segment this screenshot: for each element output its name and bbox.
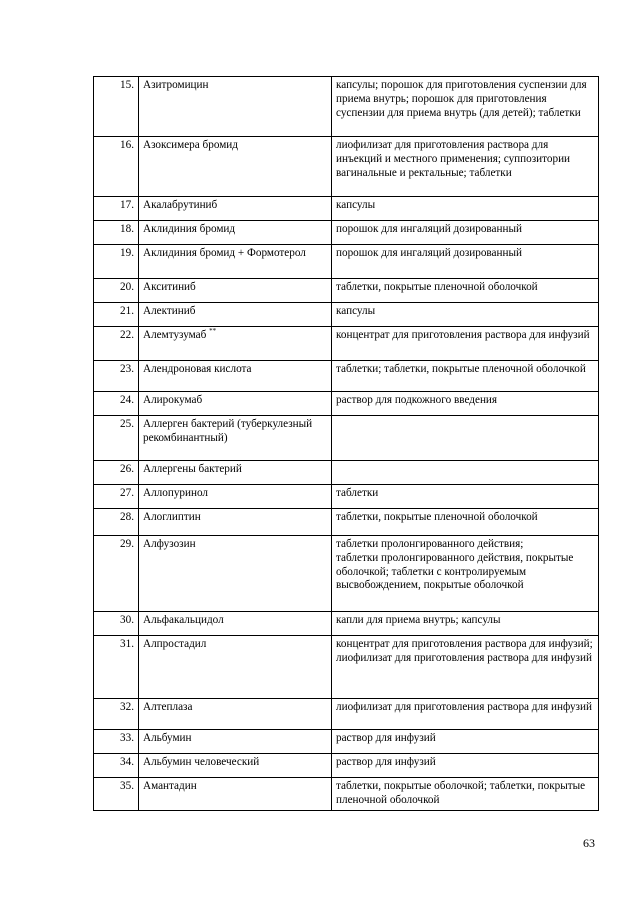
row-number: 31. — [94, 636, 139, 699]
dosage-form: порошок для ингаляций дозированный — [332, 245, 599, 279]
drug-name: Алтеплаза — [139, 699, 332, 730]
row-number: 30. — [94, 612, 139, 636]
table-row — [94, 279, 599, 303]
drug-table — [93, 76, 599, 811]
dosage-form: капсулы; порошок для приготовления суспензии для приема внутрь; порошок для приготовления суспензии для приема внутрь (для детей); таблетки — [332, 77, 599, 137]
row-number: 26. — [94, 461, 139, 485]
dosage-form: таблетки, покрытые пленочной оболочкой — [332, 279, 599, 303]
table-row — [94, 536, 599, 612]
drug-name: Азоксимера бромид — [139, 137, 332, 197]
dosage-form: таблетки; таблетки, покрытые пленочной оболочкой — [332, 361, 599, 392]
table-row — [94, 461, 599, 485]
drug-name: Аллерген бактерий (туберкулезный рекомбинантный) — [139, 416, 332, 461]
table-row — [94, 754, 599, 778]
row-number: 18. — [94, 221, 139, 245]
row-number: 17. — [94, 197, 139, 221]
table-row — [94, 509, 599, 536]
table-row — [94, 485, 599, 509]
row-number: 16. — [94, 137, 139, 197]
dosage-form: лиофилизат для приготовления раствора для инъекций и местного применения; суппозитории вагинальные и ректальные; таблетки — [332, 137, 599, 197]
dosage-form: лиофилизат для приготовления раствора для инфузий — [332, 699, 599, 730]
table-row — [94, 197, 599, 221]
drug-name: Альбумин — [139, 730, 332, 754]
table-row — [94, 392, 599, 416]
dosage-form: порошок для ингаляций дозированный — [332, 221, 599, 245]
row-number: 28. — [94, 509, 139, 536]
row-number: 33. — [94, 730, 139, 754]
drug-name: Алоглиптин — [139, 509, 332, 536]
dosage-form: раствор для инфузий — [332, 754, 599, 778]
dosage-form: капсулы — [332, 303, 599, 327]
dosage-form: раствор для подкожного введения — [332, 392, 599, 416]
row-number: 20. — [94, 279, 139, 303]
table-row — [94, 778, 599, 811]
drug-name: Амантадин — [139, 778, 332, 811]
table-row — [94, 636, 599, 699]
dosage-form: раствор для инфузий — [332, 730, 599, 754]
dosage-form — [332, 416, 599, 461]
dosage-form: капсулы — [332, 197, 599, 221]
drug-name: Аллергены бактерий — [139, 461, 332, 485]
row-number: 25. — [94, 416, 139, 461]
dosage-form: концентрат для приготовления раствора для инфузий — [332, 327, 599, 361]
drug-name: Алирокумаб — [139, 392, 332, 416]
row-number: 19. — [94, 245, 139, 279]
page-number: 63 — [583, 836, 595, 850]
drug-name: Аклидиния бромид + Формотерол — [139, 245, 332, 279]
drug-name: Акалабрутиниб — [139, 197, 332, 221]
row-number: 21. — [94, 303, 139, 327]
drug-name: Акситиниб — [139, 279, 332, 303]
drug-name: Альбумин человеческий — [139, 754, 332, 778]
drug-name: Аллопуринол — [139, 485, 332, 509]
table-row — [94, 327, 599, 361]
dosage-form: таблетки пролонгированного действия; таблетки пролонгированного действия, покрытые оболочкой; таблетки с контролируемым высвобождением, покрытые оболочкой — [332, 536, 599, 612]
row-number: 32. — [94, 699, 139, 730]
row-number: 34. — [94, 754, 139, 778]
table-row — [94, 303, 599, 327]
dosage-form: таблетки — [332, 485, 599, 509]
drug-name: Алектиниб — [139, 303, 332, 327]
row-number: 35. — [94, 778, 139, 811]
dosage-form: концентрат для приготовления раствора для инфузий; лиофилизат для приготовления раствора для инфузий — [332, 636, 599, 699]
table-row — [94, 699, 599, 730]
drug-name: Альфакальцидол — [139, 612, 332, 636]
row-number: 23. — [94, 361, 139, 392]
drug-name: Алпростадил — [139, 636, 332, 699]
dosage-form: таблетки, покрытые оболочкой; таблетки, покрытые пленочной оболочкой — [332, 778, 599, 811]
table-row — [94, 245, 599, 279]
dosage-form: таблетки, покрытые пленочной оболочкой — [332, 509, 599, 536]
table-row — [94, 416, 599, 461]
table-row — [94, 137, 599, 197]
table-row — [94, 361, 599, 392]
table-row — [94, 221, 599, 245]
table-row — [94, 730, 599, 754]
drug-name: Алендроновая кислота — [139, 361, 332, 392]
row-number: 27. — [94, 485, 139, 509]
drug-name-cell — [139, 327, 332, 361]
dosage-form — [332, 461, 599, 485]
row-number: 24. — [94, 392, 139, 416]
drug-name: Аклидиния бромид — [139, 221, 332, 245]
drug-name: Азитромицин — [139, 77, 332, 137]
dosage-form: капли для приема внутрь; капсулы — [332, 612, 599, 636]
table-row — [94, 77, 599, 137]
row-number: 22. — [94, 327, 139, 361]
row-number: 15. — [94, 77, 139, 137]
drug-name: Алфузозин — [139, 536, 332, 612]
drug-name: Алемтузумаб — [143, 329, 207, 341]
row-number: 29. — [94, 536, 139, 612]
footnote-mark: ** — [209, 327, 217, 335]
table-row — [94, 612, 599, 636]
